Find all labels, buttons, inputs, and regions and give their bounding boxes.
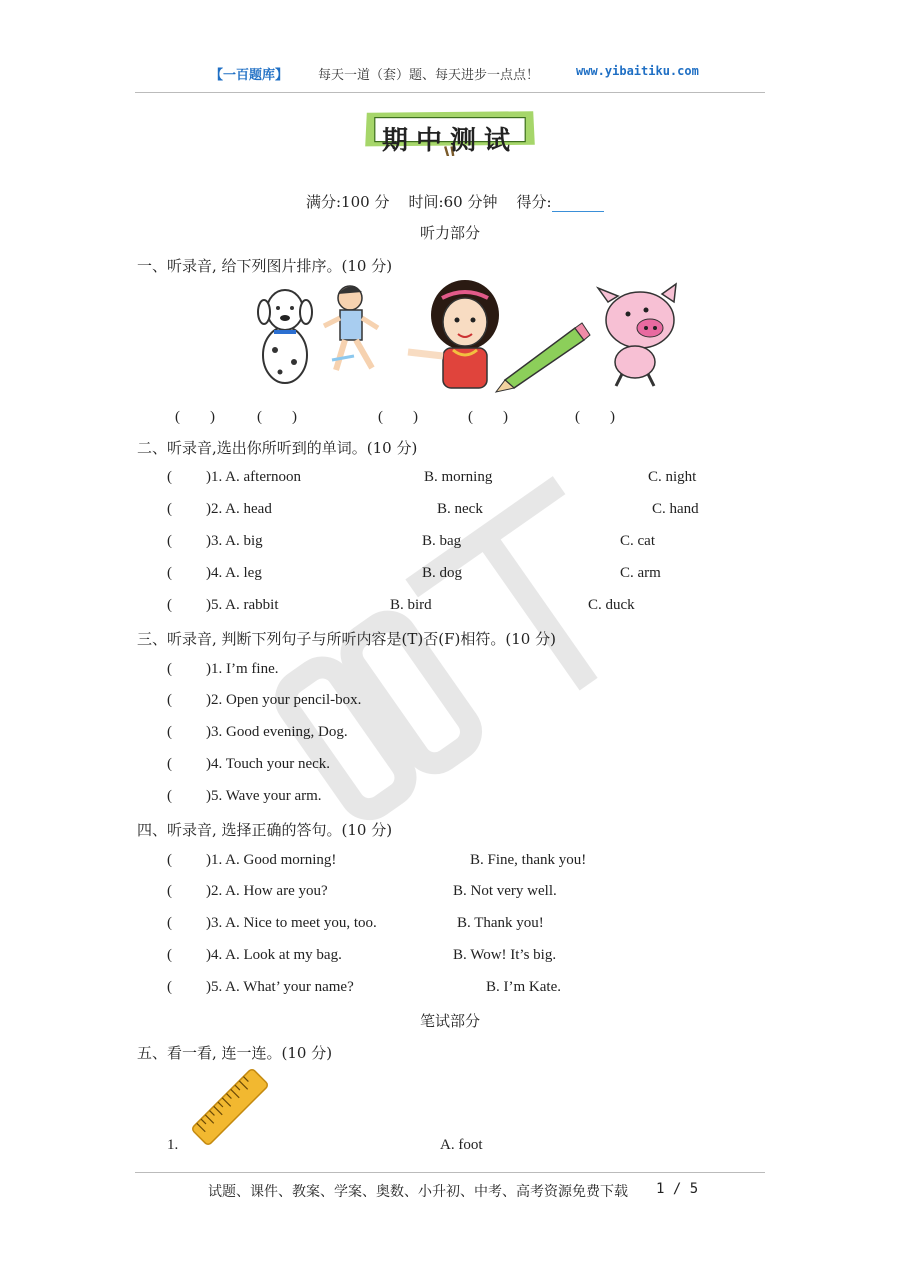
sec3-q5: )5. Wave your arm.	[206, 788, 322, 804]
sec2-q5-a: )5. A. rabbit	[206, 597, 279, 613]
sec2-q4-a: )4. A. leg	[206, 565, 262, 581]
sec5-option-a: A. foot	[440, 1137, 483, 1153]
header-rule	[135, 92, 765, 93]
sec4-q5-b: B. I’m Kate.	[486, 979, 561, 995]
paren[interactable]: (	[167, 469, 172, 485]
sec4-q3-b: B. Thank you!	[457, 915, 544, 931]
sec4-q4-b: B. Wow! It’s big.	[453, 947, 557, 963]
boy-icon	[324, 286, 378, 370]
sec4-q5-a: )5. A. What’ your name?	[206, 979, 354, 995]
sec2-q1-b: B. morning	[424, 469, 493, 485]
listening-label: 听力部分	[419, 224, 480, 242]
sec1-title: 一、听录音, 给下列图片排序。(10 分)	[137, 257, 393, 275]
sec2-q4-b: B. dog	[422, 565, 463, 581]
pig-icon	[598, 284, 676, 386]
sec2-q4-c: C. arm	[620, 565, 661, 581]
sec1-pictures	[250, 280, 690, 395]
score-label: 得分:	[516, 193, 552, 211]
paren[interactable]: (	[167, 883, 172, 899]
paren[interactable]: (	[167, 501, 172, 517]
sec2-q5-c: C. duck	[588, 597, 635, 613]
paren[interactable]: (	[167, 852, 172, 868]
sec1-blank-1[interactable]: ( )	[175, 409, 215, 425]
page-title: 期中测试	[381, 126, 518, 156]
sec4-q2-a: )2. A. How are you?	[206, 883, 328, 899]
header-url[interactable]: www.yibaitiku.com	[576, 64, 699, 78]
sec3-q4: )4. Touch your neck.	[206, 756, 331, 772]
paren[interactable]: (	[167, 661, 172, 677]
sec2-q3-b: B. bag	[422, 533, 462, 549]
paren[interactable]: (	[167, 724, 172, 740]
writing-label: 笔试部分	[419, 1012, 480, 1030]
sec5-title: 五、看一看, 连一连。(10 分)	[137, 1044, 333, 1062]
sec2-q5-b: B. bird	[390, 597, 432, 613]
full-score: 满分:100 分	[306, 193, 390, 211]
sec4-q1-a: )1. A. Good morning!	[206, 852, 337, 868]
sec2-title: 二、听录音,选出你所听到的单词。(10 分)	[137, 439, 418, 457]
sec4-title: 四、听录音, 选择正确的答句。(10 分)	[137, 821, 393, 839]
sec2-q2-c: C. hand	[652, 501, 699, 517]
sec3-q3: )3. Good evening, Dog.	[206, 724, 348, 740]
paren[interactable]: (	[167, 692, 172, 708]
dog-icon	[258, 290, 312, 383]
header-slogan: 每天一道（套）题、每天进步一点点！	[318, 68, 540, 83]
footer-text: 试题、课件、教案、学案、奥数、小升初、中考、高考资源免费下载	[208, 1184, 628, 1200]
sec3-title: 三、听录音, 判断下列句子与所听内容是(T)否(F)相符。(10 分)	[137, 630, 556, 648]
sec2-q3-a: )3. A. big	[206, 533, 263, 549]
page-indicator: 1 / 5	[656, 1181, 699, 1197]
paren[interactable]: (	[167, 565, 172, 581]
sec2-q2-a: )2. A. head	[206, 501, 272, 517]
exam-meta	[306, 191, 604, 212]
sec1-blank-4[interactable]: ( )	[468, 409, 508, 425]
sec1-blank-2[interactable]: ( )	[257, 409, 297, 425]
paren[interactable]: (	[167, 947, 172, 963]
paren[interactable]: (	[167, 756, 172, 772]
paren[interactable]: (	[167, 979, 172, 995]
footer-rule	[135, 1172, 765, 1173]
sec2-q1-c: C. night	[648, 469, 697, 485]
sec4-q3-a: )3. A. Nice to meet you, too.	[206, 915, 377, 931]
sec3-q1: )1. I’m fine.	[206, 661, 279, 677]
paren[interactable]: (	[167, 533, 172, 549]
sec2-q1-a: )1. A. afternoon	[206, 469, 301, 485]
ruler-icon	[185, 1062, 275, 1152]
paren[interactable]: (	[167, 788, 172, 804]
score-blank[interactable]	[552, 197, 604, 212]
sec1-blank-5[interactable]: ( )	[575, 409, 615, 425]
paren[interactable]: (	[167, 915, 172, 931]
sec4-q1-b: B. Fine, thank you!	[470, 852, 587, 868]
time-limit: 时间:60 分钟	[408, 193, 498, 211]
sec3-q2: )2. Open your pencil-box.	[206, 692, 362, 708]
sec1-blank-3[interactable]: ( )	[378, 409, 418, 425]
header-brand: 【一百题库】	[210, 68, 289, 83]
sec4-q4-a: )4. A. Look at my bag.	[206, 947, 342, 963]
sec4-q2-b: B. Not very well.	[453, 883, 557, 899]
sec2-q3-c: C. cat	[620, 533, 655, 549]
sec5-item-1: 1.	[167, 1137, 179, 1153]
paren[interactable]: (	[167, 597, 172, 613]
pencil-icon	[496, 323, 590, 392]
girl-icon	[408, 280, 499, 388]
sec2-q2-b: B. neck	[437, 501, 483, 517]
